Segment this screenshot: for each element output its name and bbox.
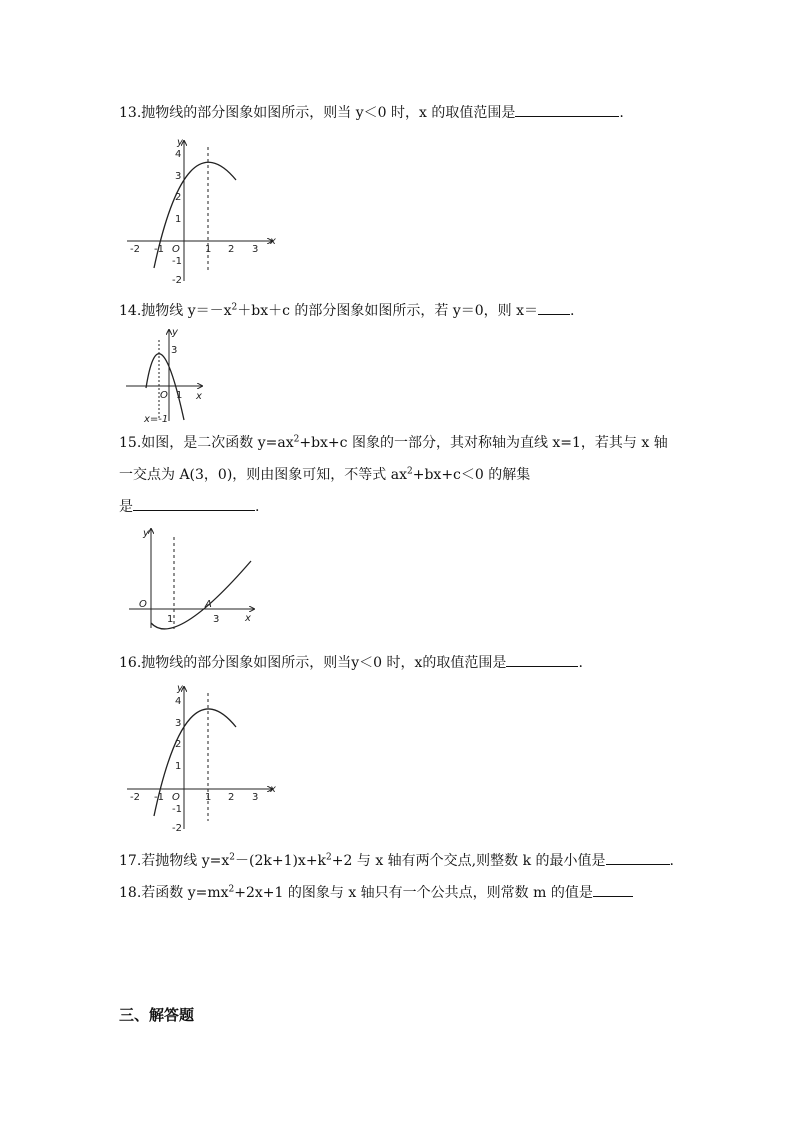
figure-16-parabola-graph: [122, 681, 282, 833]
x-tick-label: 3: [213, 614, 220, 625]
y-axis-label: y: [172, 327, 178, 338]
y-tick-label: 3: [175, 718, 182, 729]
y-tick-label: 4: [175, 149, 182, 160]
x-axis-label: x: [196, 391, 202, 402]
answer-blank[interactable]: [506, 652, 578, 667]
x-tick-label: -2: [130, 792, 140, 803]
y-tick-label: 3: [175, 171, 182, 182]
x-axis-label: x: [245, 613, 251, 624]
question-15-line-3: 是 .: [119, 496, 259, 517]
question-18: 18.若函数 $y=mx^2+2x+1$ 的图象与 x 轴只有一个公共点，则常数 m 的值是: [119, 882, 633, 903]
figure-14-parabola-graph: [124, 326, 206, 426]
y-axis-label: y: [143, 528, 149, 539]
x-tick-label: 3: [252, 792, 259, 803]
x-tick-label: 1: [205, 244, 212, 255]
question-14: 14.抛物线 $y=-x^2+bx+c$ 的部分图象如图所示，若 y＝0，则 x＝ .: [119, 300, 574, 321]
y-tick-label: 4: [175, 696, 182, 707]
point-a-label: A: [205, 599, 212, 610]
y-tick-label: -2: [172, 275, 182, 285]
y-tick-label: -2: [172, 823, 182, 833]
question-16-text: 16.抛物线的部分图象如图所示，则当y＜0 时，x的取值范围是: [119, 655, 507, 671]
y-tick-label: 1: [175, 214, 182, 225]
parabola-curve: [146, 354, 184, 420]
y-tick-label: 3: [171, 345, 178, 356]
x-tick-label: 2: [228, 244, 235, 255]
y-tick-label: 2: [175, 192, 182, 203]
origin-label: O: [139, 599, 147, 610]
x-axis-label: x: [270, 236, 276, 247]
section-heading: 三、解答题: [119, 1006, 195, 1024]
parabola-curve: [154, 709, 236, 816]
question-15-line-2: 一交点为 A(3，0)，则由图象可知，不等式 $ax^2+bx+c<0$ 的解集: [119, 466, 531, 483]
x-tick-label: 1: [176, 390, 183, 401]
x-axis-label: x: [270, 784, 276, 795]
x-tick-label: 1: [167, 614, 174, 625]
x-tick-label: 1: [205, 792, 212, 803]
answer-blank[interactable]: [606, 850, 670, 865]
x-tick-label: -1: [154, 792, 164, 803]
y-tick-label: 2: [175, 739, 182, 750]
y-tick-label: -1: [172, 804, 182, 815]
y-axis-label: y: [177, 683, 183, 694]
answer-blank[interactable]: [515, 102, 619, 117]
figure-15-parabola-graph: [127, 525, 259, 630]
parabola-curve: [154, 162, 236, 268]
y-tick-label: 1: [175, 761, 182, 772]
figure-13-parabola-graph: [122, 135, 282, 285]
question-16: 16.抛物线的部分图象如图所示，则当y＜0 时，x的取值范围是 .: [119, 652, 583, 673]
question-14-text: 14.抛物线 y＝－x: [119, 303, 232, 319]
origin-label: O: [172, 792, 180, 803]
y-axis-label: y: [177, 137, 183, 148]
parabola-curve: [151, 561, 251, 629]
question-17: 17.若抛物线 $y=x^2-(2k+1)x+k^2+2$ 与 x 轴有两个交点,则整数 k 的最小值是 .: [119, 850, 674, 871]
origin-label: O: [160, 390, 168, 401]
answer-blank[interactable]: [538, 300, 570, 315]
y-tick-label: -1: [172, 256, 182, 267]
x-tick-label: -2: [130, 244, 140, 255]
question-13-text: 13.抛物线的部分图象如图所示，则当 y＜0 时，x 的取值范围是: [119, 105, 516, 121]
x-tick-label: -1: [154, 244, 164, 255]
answer-blank[interactable]: [133, 496, 255, 511]
question-15-line-1: 15.如图，是二次函数 $y=ax^2+bx+c$ 图象的一部分，其对称轴为直线 x=1，若其与 x 轴: [119, 434, 668, 451]
symmetry-axis-label: x=-1: [144, 414, 169, 425]
origin-label: O: [172, 244, 180, 255]
x-tick-label: 2: [228, 792, 235, 803]
answer-blank[interactable]: [593, 882, 633, 897]
question-13: 13.抛物线的部分图象如图所示，则当 y＜0 时，x 的取值范围是 .: [119, 102, 624, 123]
x-tick-label: 3: [252, 244, 259, 255]
